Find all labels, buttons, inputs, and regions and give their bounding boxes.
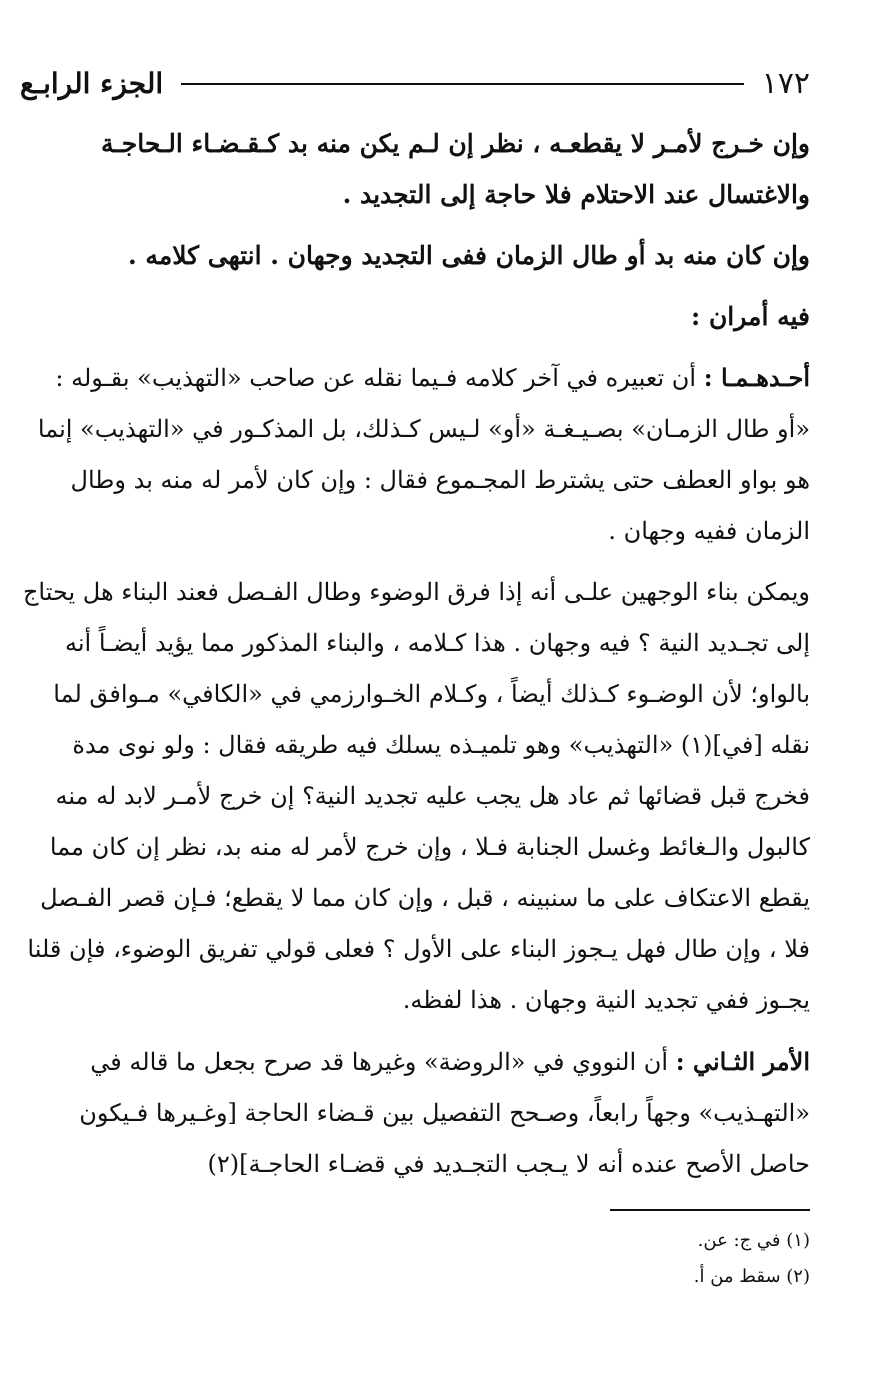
quoted-passage-continued <box>20 230 810 281</box>
first-point-label: أحـدهـمـا : <box>703 363 810 392</box>
section-heading <box>20 291 810 342</box>
first-point-text: أن تعبيره في آخر كلامه فـيما نقله عن صاحب «التهذيب» بقـوله : «أو طال الزمـان» بصـيـغـة «أو» لـيس كـذلك، بل المذكـور في «التهذيب» إنما هو بواو العطف حتى يشترط المجـموع فقال : وإن كان لأمر له منه بد وطال الزمان ففيه وجهان . <box>37 364 810 545</box>
second-point-label: الأمر الثـاني : <box>675 1047 810 1076</box>
first-point <box>20 352 810 557</box>
second-point <box>20 1036 810 1190</box>
analysis-paragraph-text: ويمكن بناء الوجهين علـى أنه إذا فرق الوضوء وطال الفـصل فعند البناء هل يحتاج إلى تجـديد النية ؟ فيه وجهان . هذا كـلامه ، والبناء المذكور مما يؤيد أيضـاً أنه بالواو؛ لأن الوضـوء كـذلك أيضاً ، وكـلام الخـوارزمي في «الكافي» مـوافق لما نقله [في](١) «التهذيب» وهو تلميـذه يسلك فيه طريقه فقال : ولو نوى مدة فخرج قبل قضائها ثم عاد هل يجب عليه تجديد النية؟ إن خرج لأمـر لابد له منه كالبول والـغائط وغسل الجنابة فـلا ، وإن خرج لأمر له منه بد، نظر إن كان مما يقطع الاعتكاف على ما سنبينه ، قبل ، وإن كان مما لا يقطع؛ فـإن قصر الفـصل فلا ، وإن طال فهل يـجوز البناء على الأول ؟ فعلى قولي تفريق الوضوء، فإن قلنا يجـوز ففي تجديد النية وجهان . هذا لفظه. <box>22 578 810 1014</box>
footnote-2: (٢) سقط من أ. <box>693 1266 810 1287</box>
page-number: ١٧٢ <box>761 66 810 101</box>
analysis-paragraph <box>20 567 810 1026</box>
footnote-1: (١) في ج: عن. <box>697 1230 810 1251</box>
quote-paragraph-1: وإن خـرج لأمـر لا يقطعـه ، نظر إن لـم يكن منه بد كـقـضـاء الـحاجـة والاغتسال عند الاحتلام فلا حاجة إلى التجديد . <box>101 129 810 209</box>
footnotes-section <box>20 1209 810 1293</box>
quote-paragraph-2: وإن كان منه بد أو طال الزمان ففى التجديد وجهان . انتهى كلامه . <box>128 241 810 270</box>
book-page <box>20 60 810 1190</box>
running-title: الجزء الرابـع <box>20 67 164 100</box>
footnote-rule <box>610 1209 810 1211</box>
second-point-text: أن النووي في «الروضة» وغيرها قد صرح بجعل ما قاله في «التهـذيب» وجهاً رابعاً، وصـحح التفصيل بين قـضاء الحاجة [وغـيرها فـيكون حاصل الأصح عنده أنه لا يـجب التجـديد في قضـاء الحاجـة](٢) <box>79 1048 810 1178</box>
quoted-passage <box>20 118 810 220</box>
header-rule <box>181 83 743 85</box>
page-header <box>20 60 810 108</box>
section-heading-text: فيه أمران : <box>691 302 810 331</box>
